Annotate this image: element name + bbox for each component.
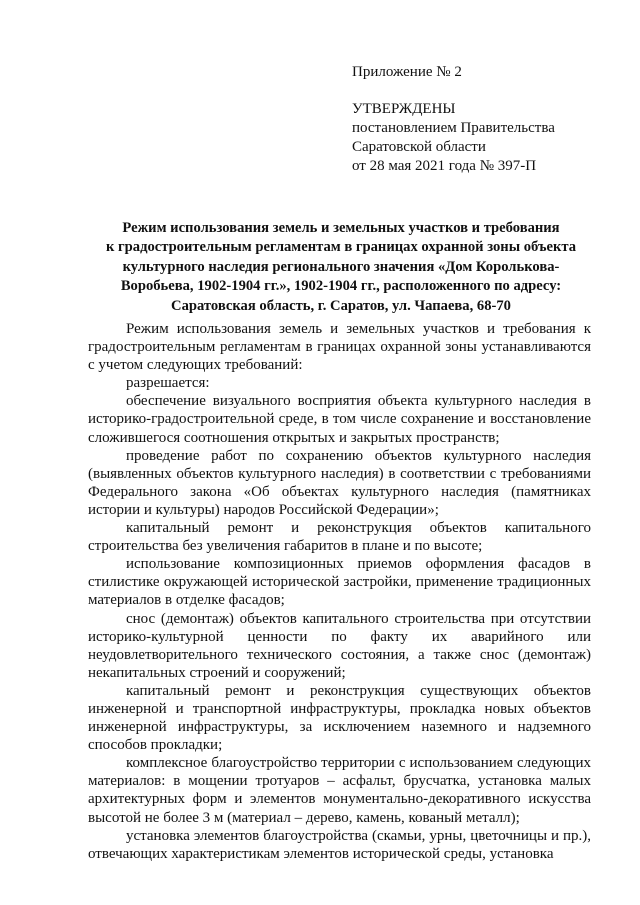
title-line: Воробьева, 1902-1904 гг.», 1902-1904 гг., расположенного по адресу: xyxy=(120,278,562,295)
approved-heading: УТВЕРЖДЕНЫ xyxy=(352,101,456,117)
title-line: культурного наследия регионального значения «Дом Королькова- xyxy=(122,258,560,275)
document-body xyxy=(88,320,591,863)
body-paragraph: снос (демонтаж) объектов капитального строительства при отсутствии историко-культурной ценности по факту их аварийного или неудовлетворительного технического состояния, а также снос (демонтаж) некапитальных строений и сооружений; xyxy=(88,610,591,681)
title-line: к градостроительным регламентам в границах охранной зоны объекта xyxy=(105,239,577,256)
body-paragraph: обеспечение визуального восприятия объекта культурного наследия в историко-градостроительной среде, в том числе сохранение и восстановление сложившегося соотношения открытых и закрытых пространств; xyxy=(88,393,591,446)
document-title xyxy=(84,219,598,316)
title-line: Саратовская область, г. Саратов, ул. Чапаева, 68-70 xyxy=(171,297,511,314)
body-paragraph: проведение работ по сохранению объектов культурного наследия (выявленных объектов культурного наследия) в соответствии с требованиями Федерального закона «Об объектах культурного наследия (памятниках истории и культуры) народов Российской Федерации»; xyxy=(88,447,591,518)
approval-line-3: от 28 мая 2021 года № 397-П xyxy=(352,158,537,174)
approval-line-1: постановлением Правительства xyxy=(352,120,555,136)
body-paragraph: использование композиционных приемов оформления фасадов в стилистике окружающей исторической застройки, применение традиционных материалов в отделке фасадов; xyxy=(88,556,591,609)
title-line: Режим использования земель и земельных участков и требования xyxy=(122,220,560,236)
approval-line-2: Саратовской области xyxy=(352,139,486,155)
body-paragraph: комплексное благоустройство территории с использованием следующих материалов: в мощении тротуаров – асфальт, брусчатка, установка малых архитектурных форм и элементов монументально-декоративного искусства высотой не более 3 м (материал – дерево, камень, кованый металл); xyxy=(88,755,591,826)
body-paragraph: капитальный ремонт и реконструкция объектов капитального строительства без увеличения габаритов в плане и по высоте; xyxy=(88,520,591,555)
body-paragraph: установка элементов благоустройства (скамьи, урны, цветочницы и пр.), отвечающих характеристикам элементов исторической среды, установка xyxy=(88,827,591,862)
body-paragraph: капитальный ремонт и реконструкция существующих объектов инженерной и транспортной инфраструктуры, прокладка новых объектов инженерной инфраструктуры, за исключением наземного и надземного способов прокладки; xyxy=(88,682,591,754)
annex-number: Приложение № 2 xyxy=(352,64,462,80)
body-paragraph: Режим использования земель и земельных участков и требования к градостроительным регламентам в границах охранной зоны устанавливаются с учетом следующих требований: xyxy=(88,321,591,374)
body-paragraph: разрешается: xyxy=(126,375,210,392)
approval-block xyxy=(352,63,622,176)
